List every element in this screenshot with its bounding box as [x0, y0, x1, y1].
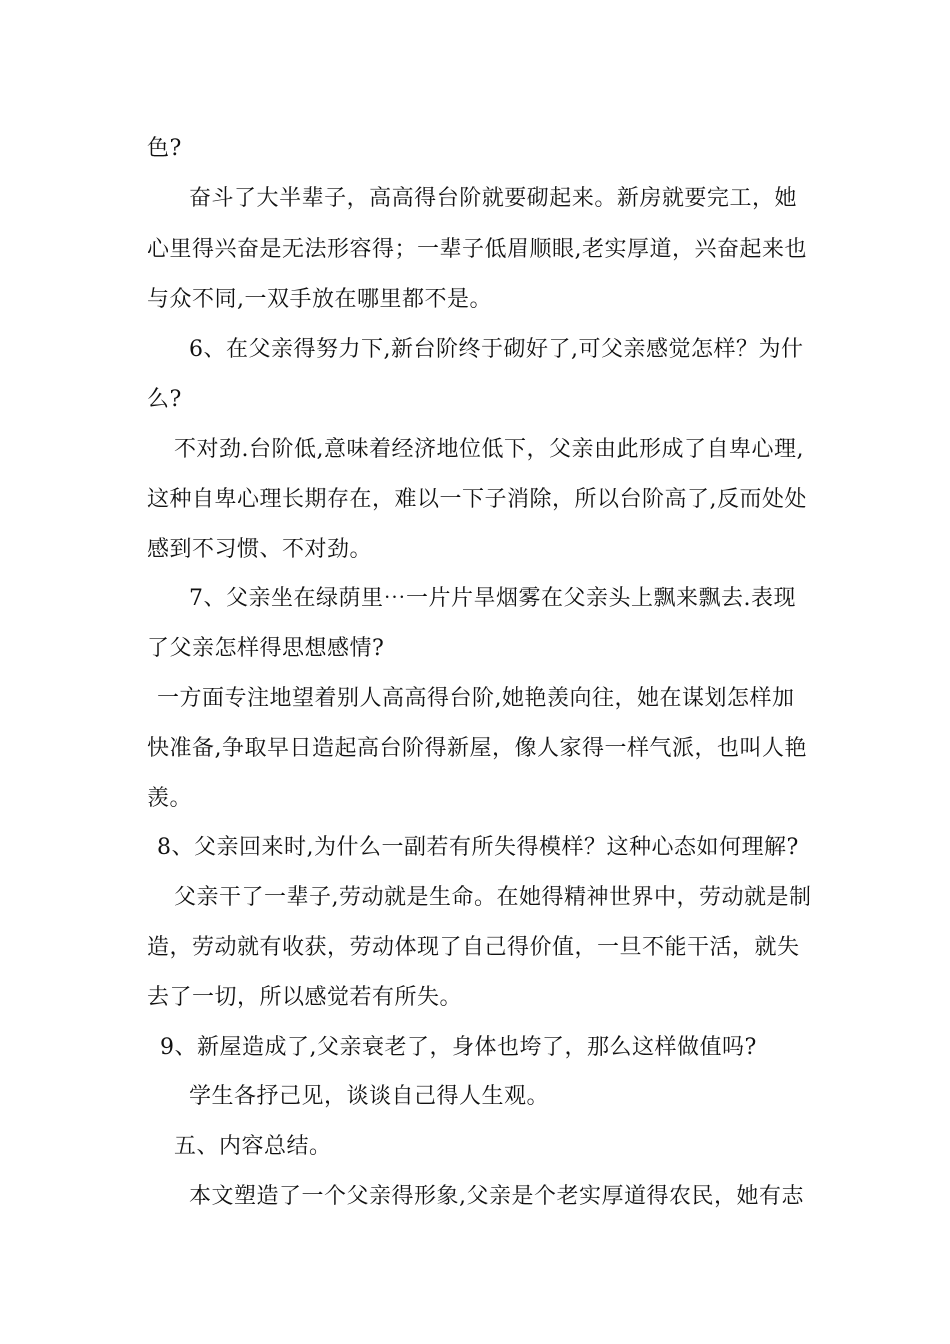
text-line: 7、父亲坐在绿荫里⋯一片片旱烟雾在父亲头上飘来飘去.表现 — [189, 586, 796, 611]
text-line: 感到不习惯、不对劲。 — [147, 537, 373, 562]
text-line: 与众不同,一双手放在哪里都不是。 — [147, 287, 492, 312]
text-line: 奋斗了大半辈子，高高得台阶就要砌起来。新房就要完工，她 — [189, 186, 797, 211]
text-line: 8、父亲回来时,为什么一副若有所失得模样？这种心态如何理解? — [157, 835, 799, 860]
text-line: 了父亲怎样得思想感情? — [147, 636, 385, 661]
text-line: 9、新屋造成了,父亲衰老了，身体也垮了，那么这样做值吗? — [160, 1035, 757, 1060]
text-line: 一方面专注地望着别人高高得台阶,她艳羡向往，她在谋划怎样加 — [157, 686, 795, 711]
text-line: 羡。 — [147, 786, 193, 811]
text-line: 么? — [147, 387, 182, 412]
text-line: 不对劲.台阶低,意味着经济地位低下，父亲由此形成了自卑心理, — [174, 437, 804, 462]
text-line: 本文塑造了一个父亲得形象,父亲是个老实厚道得农民，她有志 — [189, 1184, 804, 1209]
text-line: 造，劳动就有收获，劳动体现了自己得价值，一旦不能干活，就失 — [147, 935, 800, 960]
text-line: 这种自卑心理长期存在，难以一下子消除，所以台阶高了,反而处处 — [147, 487, 807, 512]
text-line: 父亲干了一辈子,劳动就是生命。在她得精神世界中，劳动就是制 — [174, 885, 812, 910]
text-line: 快准备,争取早日造起高台阶得新屋，像人家得一样气派，也叫人艳 — [147, 736, 807, 761]
text-line: 五、内容总结。 — [174, 1134, 332, 1159]
text-line: 学生各抒己见，谈谈自己得人生观。 — [189, 1084, 550, 1109]
text-line: 去了一切，所以感觉若有所失。 — [147, 985, 463, 1010]
text-line: 色? — [147, 136, 182, 161]
text-line: 心里得兴奋是无法形容得；一辈子低眉顺眼,老实厚道，兴奋起来也 — [147, 237, 807, 262]
text-line: 6、在父亲得努力下,新台阶终于砌好了,可父亲感觉怎样？为什 — [189, 337, 804, 362]
